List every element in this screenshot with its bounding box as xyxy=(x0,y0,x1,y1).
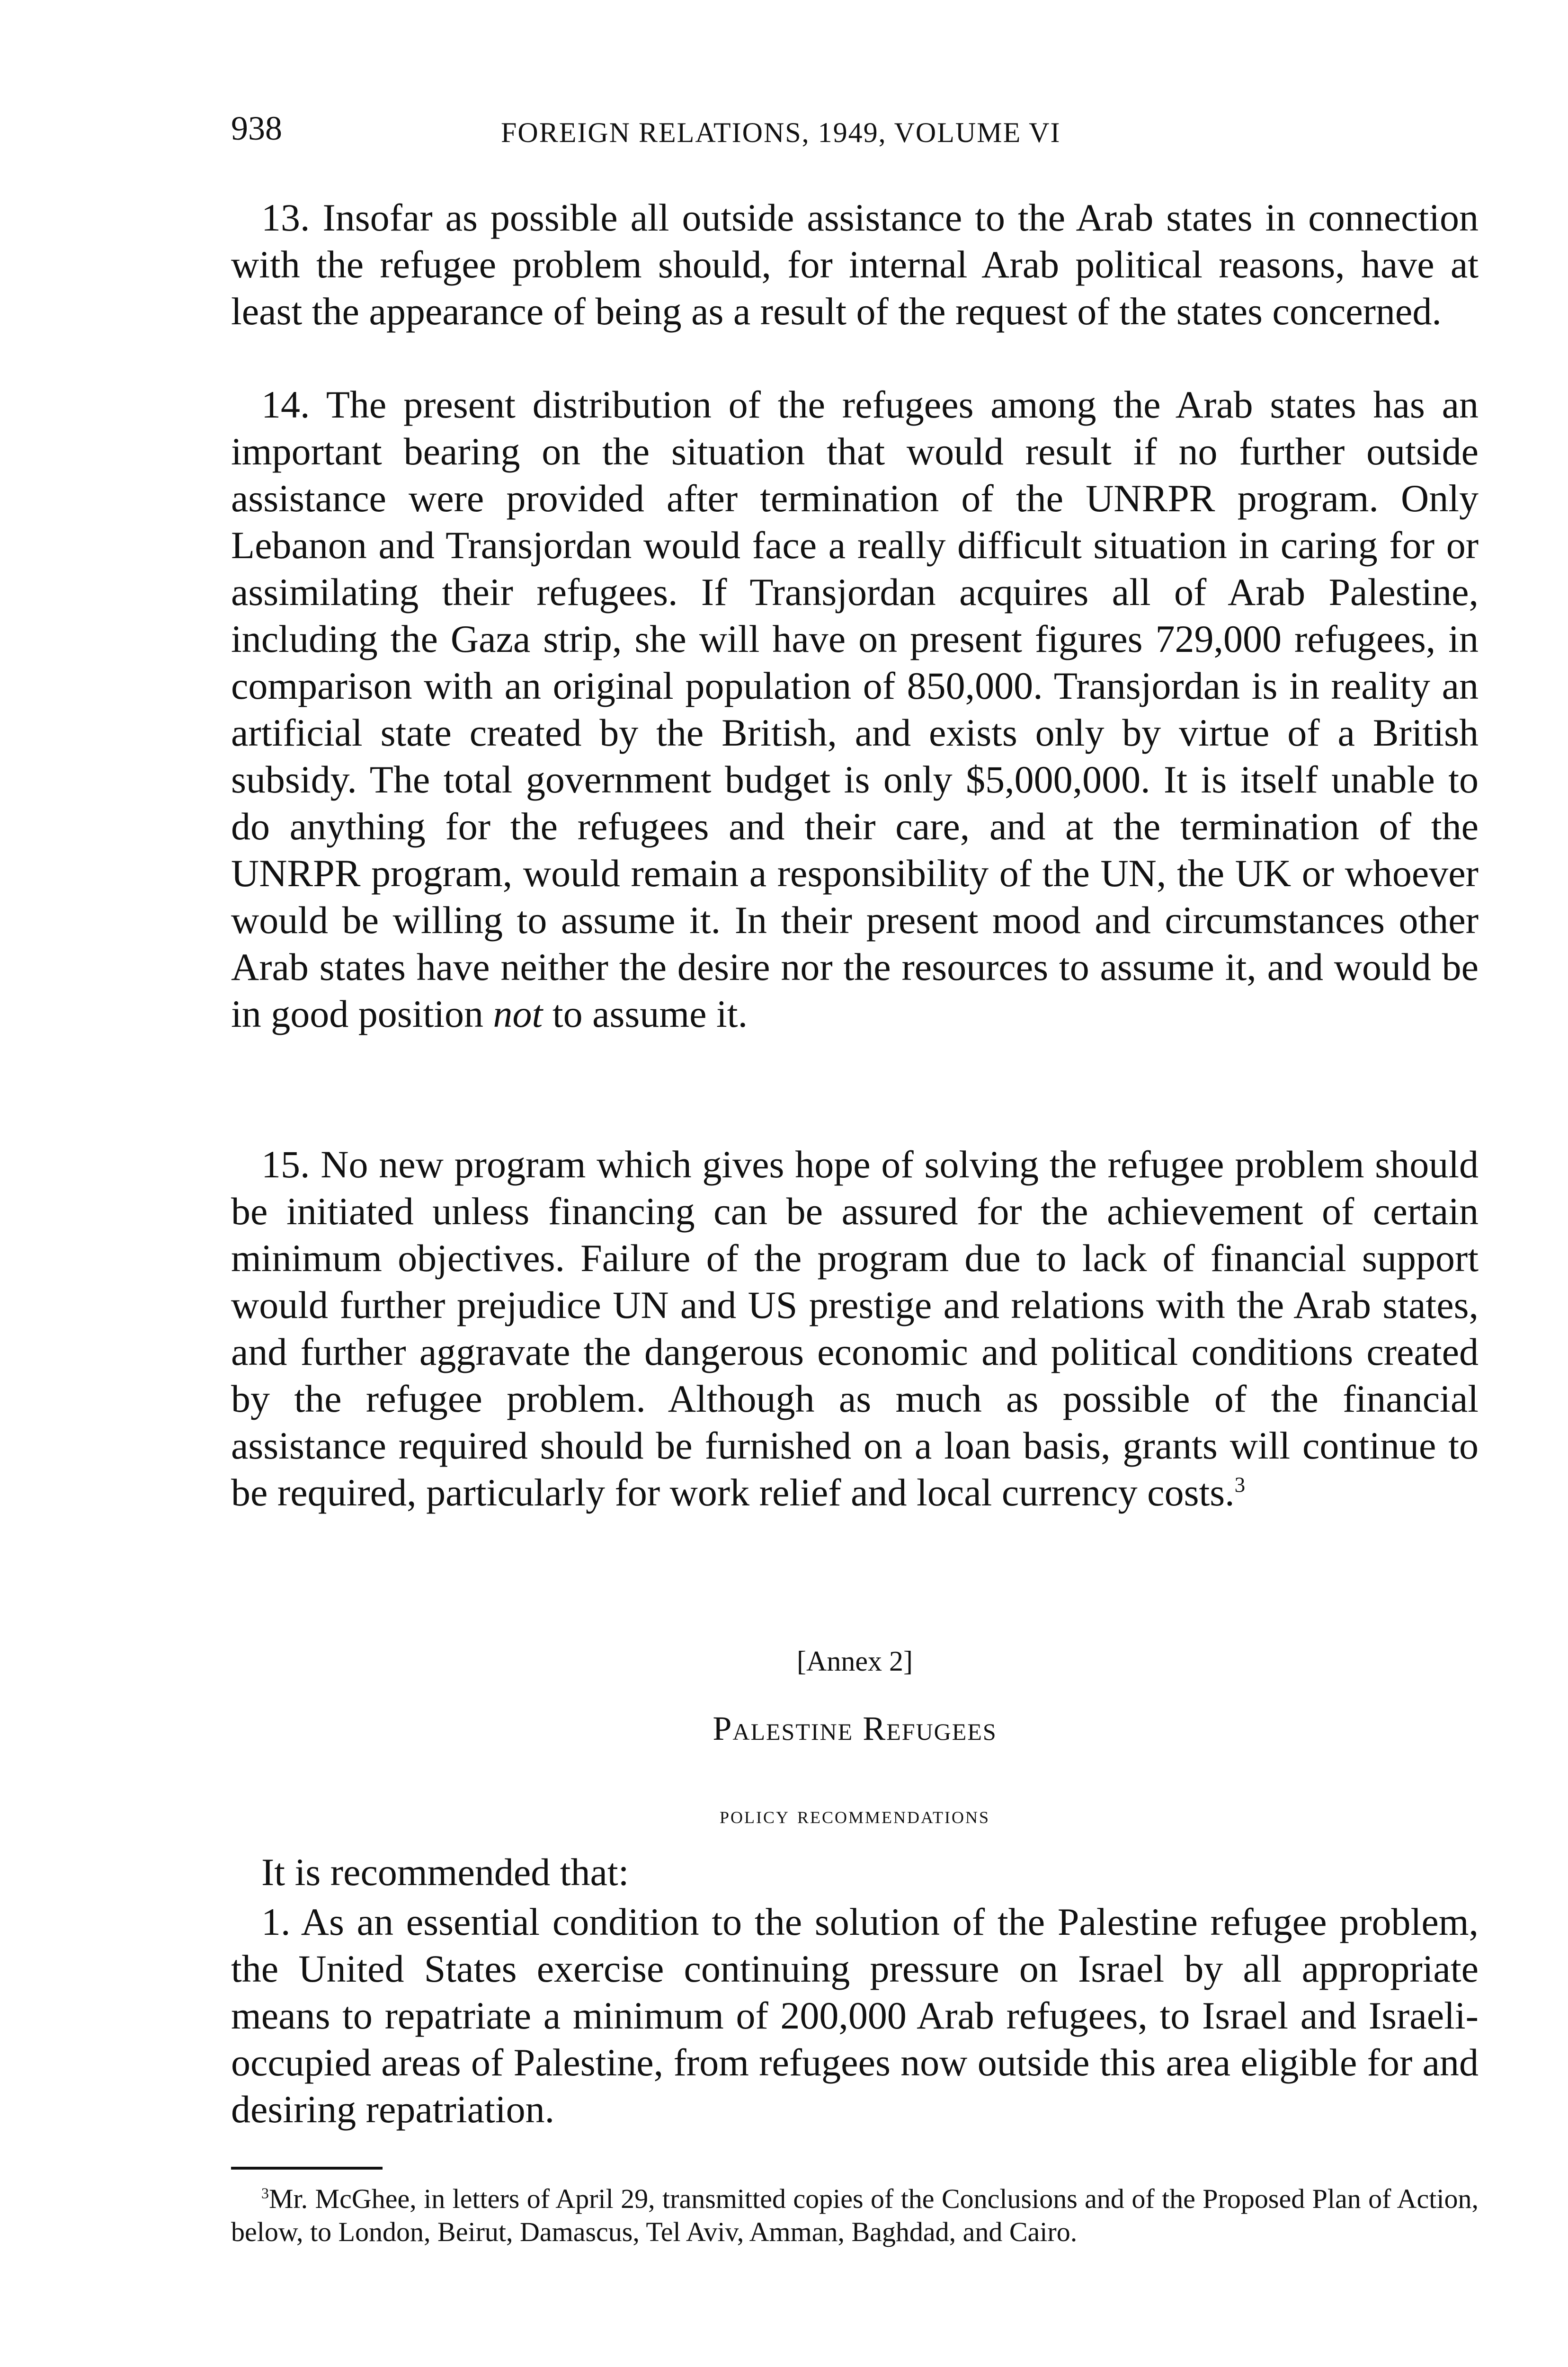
paragraph-14 xyxy=(231,381,1479,1037)
recommendation-intro-text: It is recommended that: xyxy=(261,1851,629,1894)
annex-label: [Annex 2] xyxy=(797,1646,913,1677)
paragraph-14-body: 14. The present distribution of the refugees among the Arab states has an important bearing on the situation that would result if no further outside assistance were provided after termination of the UNRPR program. Only Lebanon and Transjordan would face a really difficult situation in caring for or assimilating their refugees. If Transjordan acquires all of Arab Palestine, including the Gaza strip, she will have on present figures 729,000 refugees, in comparison with an original population of 850,000. Transjordan is in reality an artificial state created by the British, and exists only by virtue of a British subsidy. The total government budget is only $5,000,000. It is itself unable to do anything for the refugees and their care, and at the termination of the UNRPR program, would remain a responsibility of the UN, the UK or whoever would be willing to assume it. In their present mood and circumstances other Arab states have neither the desire nor the resources to assume it, and would be in good position xyxy=(231,383,1479,1035)
footnote-divider xyxy=(231,2167,383,2170)
footnote xyxy=(231,2182,1479,2249)
paragraph-13 xyxy=(231,194,1479,335)
annex-title: Palestine Refugees xyxy=(713,1709,997,1747)
running-header-title: FOREIGN RELATIONS, 1949, VOLUME VI xyxy=(501,117,1061,148)
paragraph-13-text: 13. Insofar as possible all outside assistance to the Arab states in connection with the refugee problem should, for internal Arab political reasons, have at least the appearance of being as a result of the request of the states concerned. xyxy=(231,196,1479,333)
recommendation-1-text: 1. As an essential condition to the solution of the Palestine refugee problem, the United States exercise continuing pressure on Israel by all appropriate means to repatriate a minimum of 200,000 Arab refugees, to Israel and Israeli-occupied areas of Palestine, from refugees now outside this area eligible for and desiring repatriation. xyxy=(231,1900,1479,2131)
page-number: 938 xyxy=(231,109,282,147)
paragraph-14-italic: not xyxy=(493,992,543,1035)
paragraph-14-end: to assume it. xyxy=(543,992,748,1035)
paragraph-15-text xyxy=(231,1141,1479,1516)
paragraph-14-text xyxy=(231,381,1479,1037)
paragraph-15 xyxy=(231,1141,1479,1516)
footnote-marker: 3 xyxy=(261,2185,269,2202)
recommendation-intro xyxy=(231,1849,1479,1895)
annex-subtitle: policy recommendations xyxy=(719,1802,990,1829)
running-header xyxy=(231,109,1479,166)
footnote-paragraph xyxy=(231,2182,1479,2249)
paragraph-15-body: 15. No new program which gives hope of solving the refugee problem should be initiated unless financing can be assured for the achievement of certain minimum objectives. Failure of the program due to lack of financial support would further prejudice UN and US prestige and relations with the Arab states, and further aggravate the dangerous economic and political conditions created by the refugee problem. Although as much as possible of the financial assistance required should be furnished on a loan basis, grants will continue to be required, particularly for work relief and local currency costs. xyxy=(231,1143,1479,1514)
recommendation-1 xyxy=(231,1898,1479,2133)
footnote-text: Mr. McGhee, in letters of April 29, transmitted copies of the Conclusions and of the Proposed Plan of Action, below, to London, Beirut, Damascus, Tel Aviv, Amman, Baghdad, and Cairo. xyxy=(231,2183,1479,2247)
footnote-reference: 3 xyxy=(1234,1473,1246,1497)
